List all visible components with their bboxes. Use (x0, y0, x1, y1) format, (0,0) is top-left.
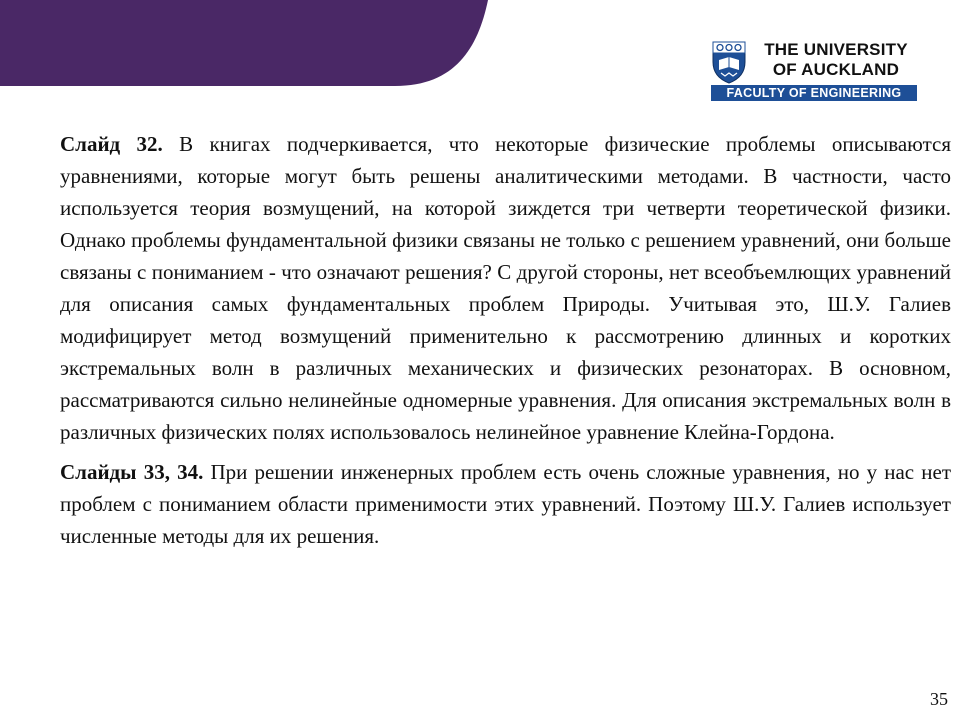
paragraph-label: Слайды 33, 34. (60, 460, 204, 484)
logo-line-1: THE UNIVERSITY (764, 40, 908, 59)
paragraph-text: В книгах подчеркивается, что некоторые физические проблемы описываются уравнениями, которые могут быть решены аналитическими методами. В частности, часто используется теория возмущений, на которой зиждется три четверти теоретической физики. Однако проблемы фундаментальной физики связаны не только с решением уравнений, они больше связаны с пониманием - что означают решения? С другой стороны, нет всеобъемлющих уравнений для описания самых фундаментальных проблем Природы. Учитывая это, Ш.У. Галиев модифицирует метод возмущений применительно к рассмотрению длинных и коротких экстремальных волн в различных механических и физических резонаторах. В основном, рассматриваются сильно нелинейные одномерные уравнения. Для описания экстремальных волн в различных физических полях использовалось нелинейное уравнение Клейна-Гордона. (60, 132, 952, 444)
page-number: 35 (930, 689, 948, 709)
header-band (0, 0, 500, 86)
paragraph-slides-33-34 (60, 456, 951, 552)
logo-line-2: OF AUCKLAND (772, 60, 900, 79)
header-band-shape (0, 0, 500, 86)
paragraph-label: Слайд 32. (60, 132, 163, 156)
university-logo (711, 40, 919, 103)
logo-wordmark (753, 40, 919, 80)
paragraph-text: При решении инженерных проблем есть очень сложные уравнения, но у нас нет проблем с пониманием области применимости этих уравнений. Поэтому Ш.У. Галиев использует численные методы для их решения. (60, 460, 951, 548)
paragraph-slide-32 (60, 128, 951, 448)
faculty-bar: FACULTY OF ENGINEERING (711, 85, 917, 101)
slide-notes (60, 128, 951, 552)
crest-icon (711, 40, 747, 84)
